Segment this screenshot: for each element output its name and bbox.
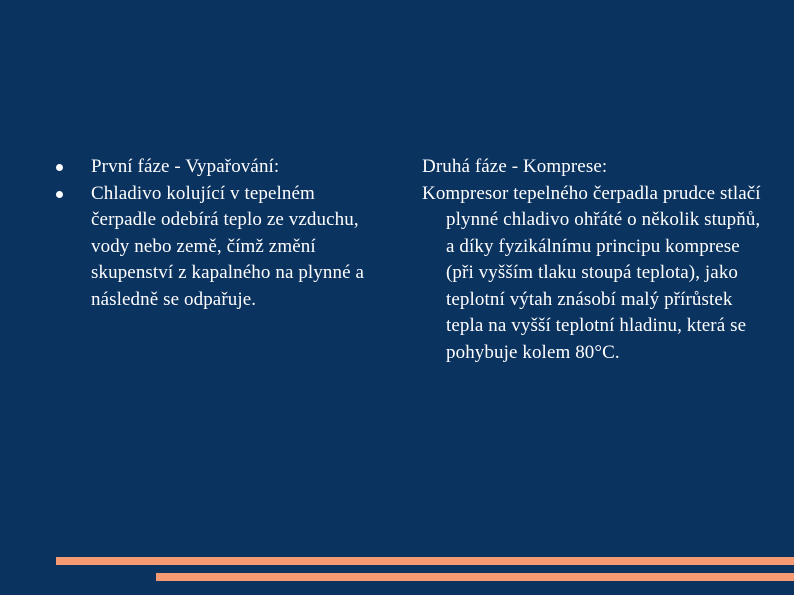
bullet-icon — [56, 191, 63, 198]
bullet-text: Chladivo kolující v tepelném čerpadle odebírá teplo ze vzduchu, vody nebo země, čímž změní skupenství z kapalného na plynné a následně se odpařuje. — [91, 182, 365, 310]
accent-bar-bottom — [156, 573, 794, 581]
right-paragraph-list — [422, 154, 762, 366]
paragraph-text: Kompresor tepelného čerpadla prudce stlačí plynné chladivo ohřáté o několik stupňů, a díky fyzikálnímu principu komprese (při vyšším tlaku stoupá teplota), jako teplotní výtah znásobí malý přírůstek tepla na vyšší teplotní hladinu, která se pohybuje kolem 80°C. — [422, 182, 761, 363]
accent-bar-top — [56, 557, 794, 565]
bullet-item-phase-title — [56, 154, 376, 181]
paragraph-phase-title — [422, 154, 762, 181]
bullet-item-phase-description — [56, 181, 376, 314]
right-column — [422, 154, 762, 366]
paragraph-phase-description — [422, 181, 762, 367]
left-bullet-list — [56, 154, 376, 313]
paragraph-text: Druhá fáze - Komprese: — [422, 156, 608, 177]
left-column — [56, 154, 376, 313]
bullet-text: První fáze - Vypařování: — [91, 156, 280, 177]
bullet-icon — [56, 164, 63, 171]
